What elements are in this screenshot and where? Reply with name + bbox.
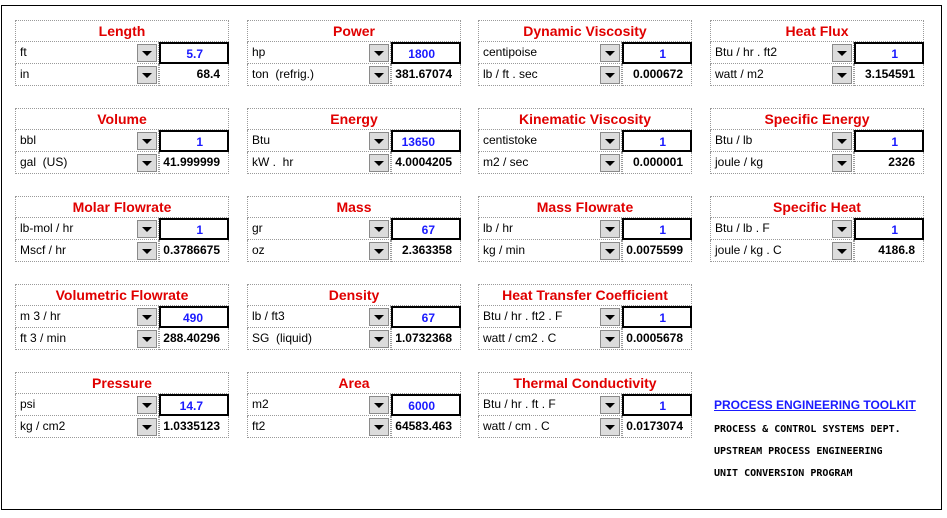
- chevron-down-icon[interactable]: [600, 330, 620, 348]
- from-value-input[interactable]: 1: [854, 218, 924, 240]
- chevron-down-icon[interactable]: [137, 154, 157, 172]
- from-unit-select[interactable]: lb / hr: [478, 218, 622, 240]
- converter-area: [247, 372, 461, 438]
- to-unit-select[interactable]: lb / ft . sec: [478, 64, 622, 86]
- from-value-input[interactable]: 1800: [391, 42, 461, 64]
- chevron-down-icon[interactable]: [369, 308, 389, 326]
- converter-title: Area: [247, 372, 461, 394]
- chevron-down-icon[interactable]: [137, 242, 157, 260]
- from-value-input[interactable]: 1: [622, 394, 692, 416]
- from-value-input[interactable]: 67: [391, 218, 461, 240]
- to-value-output: 1.0732368: [391, 328, 461, 350]
- to-unit-select[interactable]: watt / cm2 . C: [478, 328, 622, 350]
- converter-pressure: [15, 372, 229, 438]
- chevron-down-icon[interactable]: [369, 330, 389, 348]
- to-value-output: 0.0005678: [622, 328, 692, 350]
- converter-energy: [247, 108, 461, 174]
- converter-title: Length: [15, 20, 229, 42]
- converter-dynamic-viscosity: [478, 20, 692, 86]
- to-value-output: 0.000672: [622, 64, 692, 86]
- division-label: UPSTREAM PROCESS ENGINEERING: [714, 446, 883, 457]
- from-unit-select[interactable]: lb-mol / hr: [15, 218, 159, 240]
- to-value-output: 288.40296: [159, 328, 229, 350]
- chevron-down-icon[interactable]: [600, 154, 620, 172]
- chevron-down-icon[interactable]: [137, 418, 157, 436]
- converter-title: Dynamic Viscosity: [478, 20, 692, 42]
- to-value-output: 1.0335123: [159, 416, 229, 438]
- converter-power: [247, 20, 461, 86]
- to-unit-select[interactable]: in: [15, 64, 159, 86]
- converter-title: Power: [247, 20, 461, 42]
- converter-title: Specific Heat: [710, 196, 924, 218]
- chevron-down-icon[interactable]: [600, 66, 620, 84]
- chevron-down-icon[interactable]: [369, 396, 389, 414]
- converter-title: Molar Flowrate: [15, 196, 229, 218]
- from-unit-select[interactable]: m 3 / hr: [15, 306, 159, 328]
- converter-specific-energy: [710, 108, 924, 174]
- chevron-down-icon[interactable]: [369, 44, 389, 62]
- to-value-output: 0.0173074: [622, 416, 692, 438]
- chevron-down-icon[interactable]: [832, 154, 852, 172]
- chevron-down-icon[interactable]: [137, 132, 157, 150]
- to-value-output: 0.3786675: [159, 240, 229, 262]
- converter-length: [15, 20, 229, 86]
- chevron-down-icon[interactable]: [137, 220, 157, 238]
- to-value-output: 381.67074: [391, 64, 461, 86]
- chevron-down-icon[interactable]: [369, 220, 389, 238]
- from-unit-select[interactable]: centipoise: [478, 42, 622, 64]
- converter-title: Kinematic Viscosity: [478, 108, 692, 130]
- to-value-output: 41.999999: [159, 152, 229, 174]
- chevron-down-icon[interactable]: [137, 66, 157, 84]
- chevron-down-icon[interactable]: [832, 220, 852, 238]
- chevron-down-icon[interactable]: [137, 308, 157, 326]
- to-unit-select[interactable]: ft2: [247, 416, 391, 438]
- from-unit-select[interactable]: Btu / lb: [710, 130, 854, 152]
- from-unit-select[interactable]: psi: [15, 394, 159, 416]
- converter-title: Pressure: [15, 372, 229, 394]
- from-unit-select[interactable]: Btu / hr . ft . F: [478, 394, 622, 416]
- to-value-output: 4.0004205: [391, 152, 461, 174]
- chevron-down-icon[interactable]: [137, 330, 157, 348]
- from-value-input[interactable]: 1: [159, 218, 229, 240]
- converter-title: Heat Transfer Coefficient: [478, 284, 692, 306]
- from-unit-select[interactable]: m2: [247, 394, 391, 416]
- converter-density: [247, 284, 461, 350]
- from-value-input[interactable]: 1: [854, 42, 924, 64]
- to-unit-select[interactable]: Mscf / hr: [15, 240, 159, 262]
- from-value-input[interactable]: 5.7: [159, 42, 229, 64]
- from-value-input[interactable]: 490: [159, 306, 229, 328]
- from-unit-select[interactable]: centistoke: [478, 130, 622, 152]
- to-value-output: 2.363358: [391, 240, 461, 262]
- to-value-output: 2326: [854, 152, 924, 174]
- chevron-down-icon[interactable]: [600, 44, 620, 62]
- chevron-down-icon[interactable]: [600, 132, 620, 150]
- from-unit-select[interactable]: ft: [15, 42, 159, 64]
- to-value-output: 0.000001: [622, 152, 692, 174]
- from-unit-select[interactable]: Btu / hr . ft2: [710, 42, 854, 64]
- chevron-down-icon[interactable]: [369, 132, 389, 150]
- converter-title: Volume: [15, 108, 229, 130]
- chevron-down-icon[interactable]: [369, 154, 389, 172]
- converter-title: Mass Flowrate: [478, 196, 692, 218]
- converter-volume: [15, 108, 229, 174]
- from-value-input[interactable]: 14.7: [159, 394, 229, 416]
- chevron-down-icon[interactable]: [137, 396, 157, 414]
- chevron-down-icon[interactable]: [832, 132, 852, 150]
- from-value-input[interactable]: 1: [159, 130, 229, 152]
- from-unit-select[interactable]: Btu: [247, 130, 391, 152]
- converter-specific-heat: [710, 196, 924, 262]
- chevron-down-icon[interactable]: [600, 242, 620, 260]
- from-unit-select[interactable]: Btu / lb . F: [710, 218, 854, 240]
- converter-title: Thermal Conductivity: [478, 372, 692, 394]
- to-unit-select[interactable]: ft 3 / min: [15, 328, 159, 350]
- to-unit-select[interactable]: SG (liquid): [247, 328, 391, 350]
- from-value-input[interactable]: 13650: [391, 130, 461, 152]
- from-value-input[interactable]: 1: [622, 130, 692, 152]
- converter-title: Specific Energy: [710, 108, 924, 130]
- from-value-input[interactable]: 67: [391, 306, 461, 328]
- to-value-output: 64583.463: [391, 416, 461, 438]
- from-unit-select[interactable]: hp: [247, 42, 391, 64]
- chevron-down-icon[interactable]: [600, 220, 620, 238]
- chevron-down-icon[interactable]: [832, 242, 852, 260]
- to-value-output: 0.0075599: [622, 240, 692, 262]
- chevron-down-icon[interactable]: [137, 44, 157, 62]
- converter-heat-flux: [710, 20, 924, 86]
- converter-mass-flowrate: [478, 196, 692, 262]
- to-unit-select[interactable]: watt / m2: [710, 64, 854, 86]
- converter-mass: [247, 196, 461, 262]
- from-unit-select[interactable]: Btu / hr . ft2 . F: [478, 306, 622, 328]
- from-value-input[interactable]: 1: [622, 218, 692, 240]
- to-unit-select[interactable]: gal (US): [15, 152, 159, 174]
- to-unit-select[interactable]: m2 / sec: [478, 152, 622, 174]
- to-unit-select[interactable]: watt / cm . C: [478, 416, 622, 438]
- chevron-down-icon[interactable]: [600, 396, 620, 414]
- chevron-down-icon[interactable]: [832, 44, 852, 62]
- to-unit-select[interactable]: joule / kg . C: [710, 240, 854, 262]
- toolkit-link[interactable]: PROCESS ENGINEERING TOOLKIT: [714, 398, 916, 412]
- to-unit-select[interactable]: oz: [247, 240, 391, 262]
- converter-title: Heat Flux: [710, 20, 924, 42]
- converter-title: Density: [247, 284, 461, 306]
- to-unit-select[interactable]: kg / min: [478, 240, 622, 262]
- to-value-output: 68.4: [159, 64, 229, 86]
- converter-title: Volumetric Flowrate: [15, 284, 229, 306]
- converter-volumetric-flowrate: [15, 284, 229, 350]
- to-unit-select[interactable]: kg / cm2: [15, 416, 159, 438]
- to-unit-select[interactable]: joule / kg: [710, 152, 854, 174]
- converter-title: Mass: [247, 196, 461, 218]
- chevron-down-icon[interactable]: [369, 66, 389, 84]
- to-unit-select[interactable]: kW . hr: [247, 152, 391, 174]
- from-value-input[interactable]: 6000: [391, 394, 461, 416]
- from-unit-select[interactable]: lb / ft3: [247, 306, 391, 328]
- dept-label: PROCESS & CONTROL SYSTEMS DEPT.: [714, 424, 901, 435]
- from-unit-select[interactable]: gr: [247, 218, 391, 240]
- from-value-input[interactable]: 1: [622, 306, 692, 328]
- chevron-down-icon[interactable]: [600, 418, 620, 436]
- to-unit-select[interactable]: ton (refrig.): [247, 64, 391, 86]
- from-unit-select[interactable]: bbl: [15, 130, 159, 152]
- to-value-output: 3.154591: [854, 64, 924, 86]
- chevron-down-icon[interactable]: [369, 242, 389, 260]
- from-value-input[interactable]: 1: [854, 130, 924, 152]
- converter-heat-transfer-coefficient: [478, 284, 692, 350]
- from-value-input[interactable]: 1: [622, 42, 692, 64]
- to-value-output: 4186.8: [854, 240, 924, 262]
- converter-kinematic-viscosity: [478, 108, 692, 174]
- converter-thermal-conductivity: [478, 372, 692, 438]
- chevron-down-icon[interactable]: [369, 418, 389, 436]
- chevron-down-icon[interactable]: [600, 308, 620, 326]
- program-label: UNIT CONVERSION PROGRAM: [714, 468, 853, 479]
- converter-title: Energy: [247, 108, 461, 130]
- chevron-down-icon[interactable]: [832, 66, 852, 84]
- converter-molar-flowrate: [15, 196, 229, 262]
